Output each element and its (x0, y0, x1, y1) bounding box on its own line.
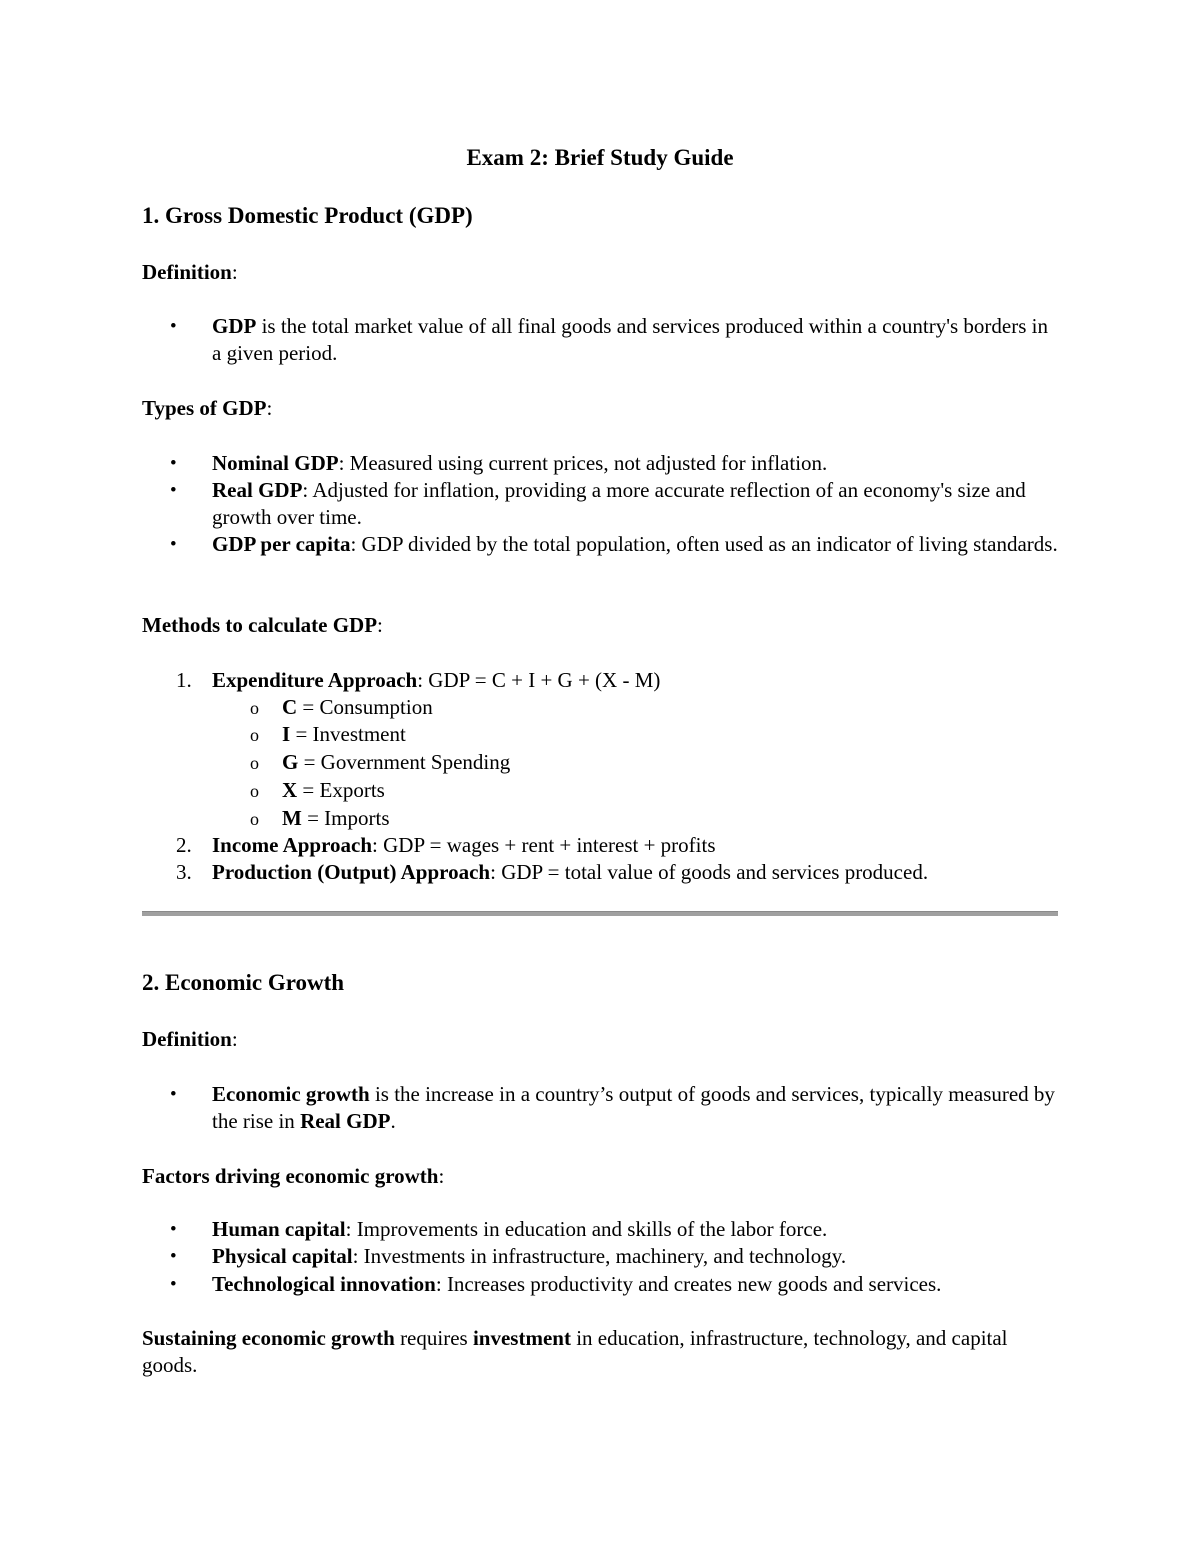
list-item-body: : Adjusted for inflation, providing a more accurate reflection of an economy's size and growth over time. (212, 478, 1026, 529)
section-1-heading: 1. Gross Domestic Product (GDP) (142, 203, 473, 228)
list-item (142, 1271, 1062, 1298)
list-item-body: : Increases productivity and creates new goods and services. (435, 1272, 942, 1296)
list-item (142, 450, 1062, 477)
sub-list-item-body: = Consumption (297, 695, 433, 719)
list-item-body: : GDP divided by the total population, often used as an indicator of living standards. (350, 532, 1058, 556)
numbered-item (142, 667, 1062, 694)
circle-bullet-icon: o (250, 698, 259, 718)
s2-definition-label-text: Definition (142, 1027, 232, 1051)
sub-list-item-body: = Imports (301, 806, 390, 830)
s2-definition-end: . (390, 1109, 396, 1133)
s1-definition-label (142, 259, 1062, 286)
sub-list-item (142, 805, 1062, 832)
bullet-icon: • (170, 480, 177, 501)
sub-list-item-term: G (282, 750, 299, 774)
bullet-icon: • (170, 1246, 177, 1267)
s1-definition-bullet (142, 313, 1062, 367)
list-item-term: Physical capital (212, 1244, 353, 1268)
sub-list-item-term: M (282, 806, 302, 830)
list-item-body: : Improvements in education and skills of the labor force. (345, 1217, 828, 1241)
list-item-text (212, 1216, 1062, 1243)
s1-methods-label (142, 612, 1062, 639)
s1-definition-term: GDP (212, 314, 257, 338)
sub-list-item (142, 721, 1062, 748)
list-item-text (212, 450, 1062, 477)
bullet-icon: • (170, 1274, 177, 1295)
list-item (142, 531, 1062, 558)
item-number: 2. (176, 833, 192, 857)
bullet-icon: • (170, 1219, 177, 1240)
sub-list-item-text (282, 777, 1062, 804)
sub-list-item (142, 749, 1062, 776)
closing-paragraph (142, 1325, 1062, 1379)
s2-definition-colon: : (231, 1027, 238, 1051)
numbered-item-text (212, 667, 1062, 694)
list-item-text (212, 1243, 1062, 1270)
sub-list-item-body: = Exports (297, 778, 385, 802)
s1-definition-text (212, 313, 1062, 367)
sub-list-item-body: = Investment (290, 722, 406, 746)
numbered-item-text (212, 859, 1062, 886)
s2-definition-text (212, 1081, 1062, 1135)
horizontal-divider (142, 911, 1058, 916)
list-item-body: : Investments in infrastructure, machinery, and technology. (352, 1244, 847, 1268)
list-item-text (212, 477, 1062, 531)
list-item-term: GDP per capita (212, 532, 351, 556)
numbered-item (142, 832, 1062, 859)
numbered-item-body: : GDP = wages + rent + interest + profits (372, 833, 716, 857)
bullet-icon: • (170, 453, 177, 474)
s2-definition-label (142, 1026, 1062, 1053)
s1-types-colon: : (266, 396, 273, 420)
s2-factors-colon: : (438, 1164, 445, 1188)
numbered-item-body: : GDP = C + I + G + (X - M) (417, 668, 661, 692)
closing-term-2: investment (472, 1326, 571, 1350)
list-item-term: Human capital (212, 1217, 346, 1241)
s2-definition-bullet (142, 1081, 1062, 1135)
s1-types-label (142, 395, 1062, 422)
bullet-icon: • (170, 534, 177, 555)
list-item (142, 477, 1062, 531)
section-2-heading: 2. Economic Growth (142, 970, 345, 995)
list-item-term: Real GDP (212, 478, 303, 502)
list-item (142, 1243, 1062, 1270)
item-number: 3. (176, 860, 192, 884)
s2-definition-body: is the increase in a country’s output of goods and services, typically measured by the rise in (212, 1082, 1055, 1133)
closing-term: Sustaining economic growth (142, 1326, 395, 1350)
sub-list-item-text (282, 805, 1062, 832)
s2-definition-term: Economic growth (212, 1082, 370, 1106)
s2-definition-term-2: Real GDP (300, 1109, 391, 1133)
sub-list-item-term: C (282, 695, 298, 719)
closing-end: in education, infrastructure, technology, and capital goods. (142, 1326, 1008, 1377)
list-item-term: Nominal GDP (212, 451, 339, 475)
document-title: Exam 2: Brief Study Guide (466, 145, 734, 170)
s2-factors-label-text: Factors driving economic growth (142, 1164, 439, 1188)
bullet-icon: • (170, 316, 177, 337)
numbered-item-term: Production (Output) Approach (212, 860, 491, 884)
numbered-item-term: Expenditure Approach (212, 668, 418, 692)
sub-list-item (142, 777, 1062, 804)
s1-methods-label-text: Methods to calculate GDP (142, 613, 378, 637)
list-item-text (212, 531, 1062, 558)
sub-list-item-term: I (282, 722, 291, 746)
sub-list-item (142, 694, 1062, 721)
circle-bullet-icon: o (250, 781, 259, 801)
numbered-item (142, 859, 1062, 886)
circle-bullet-icon: o (250, 725, 259, 745)
sub-list-item-text (282, 749, 1062, 776)
sub-list-item-text (282, 721, 1062, 748)
s1-definition-colon: : (231, 260, 238, 284)
sub-list-item-body: = Government Spending (298, 750, 511, 774)
list-item-body: : Measured using current prices, not adjusted for inflation. (338, 451, 828, 475)
sub-list-item-text (282, 694, 1062, 721)
sub-list-item-term: X (282, 778, 298, 802)
closing-body: requires (394, 1326, 473, 1350)
list-item (142, 1216, 1062, 1243)
s2-factors-label (142, 1163, 1062, 1190)
s1-definition-label-text: Definition (142, 260, 232, 284)
numbered-item-text (212, 832, 1062, 859)
bullet-icon: • (170, 1084, 177, 1105)
list-item-text (212, 1271, 1062, 1298)
s1-types-label-text: Types of GDP (142, 396, 267, 420)
s1-definition-body: is the total market value of all final goods and services produced within a country's borders in a given period. (212, 314, 1048, 365)
s1-methods-colon: : (377, 613, 383, 637)
numbered-item-term: Income Approach (212, 833, 373, 857)
circle-bullet-icon: o (250, 753, 259, 773)
circle-bullet-icon: o (250, 809, 259, 829)
item-number: 1. (176, 668, 192, 692)
numbered-item-body: : GDP = total value of goods and services produced. (490, 860, 929, 884)
list-item-term: Technological innovation (212, 1272, 436, 1296)
